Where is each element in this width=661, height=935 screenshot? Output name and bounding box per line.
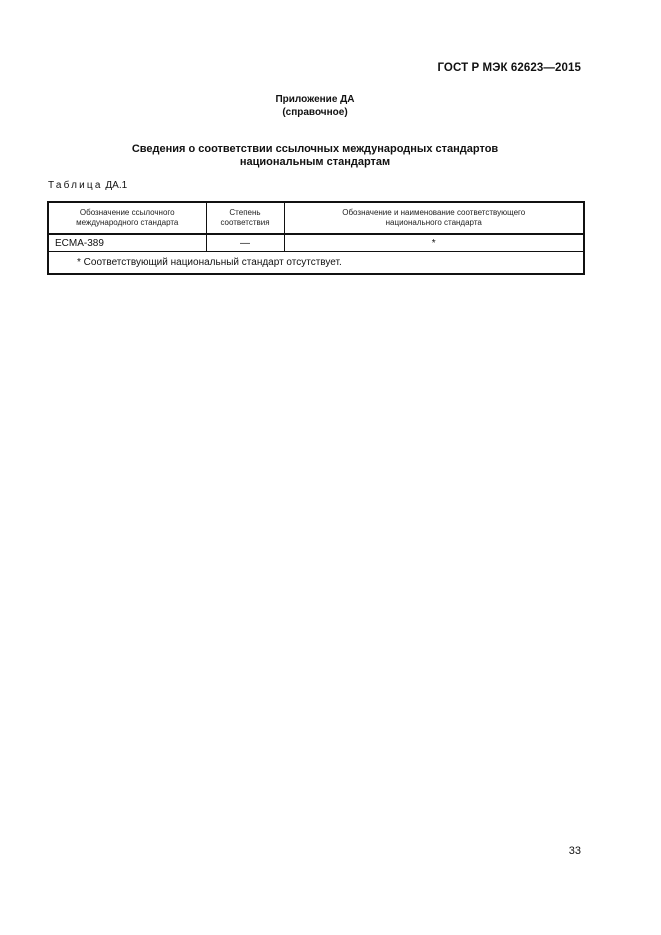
header-national-standard: Обозначение и наименование соответствующего национального стандарта: [284, 202, 584, 234]
table-caption-number: ДА.1: [105, 180, 128, 191]
header-international-standard: Обозначение ссылочного международного стандарта: [48, 202, 206, 234]
table-caption-word: Таблица: [48, 180, 103, 191]
annex-subtitle: (справочное): [282, 107, 348, 118]
section-title-line-1: Сведения о соответствии ссылочных международных стандартов: [131, 143, 499, 155]
table-footnote-row: [48, 252, 584, 275]
section-title-line-2: национальным стандартам: [239, 156, 391, 168]
correspondence-table: [47, 201, 585, 275]
cell-international-standard: ECMA-389: [48, 234, 206, 252]
header-degree-of-correspondence: Степень соответствия: [206, 202, 284, 234]
table-caption: [48, 180, 127, 191]
annex-title: Приложение ДА: [275, 94, 355, 105]
cell-degree: —: [206, 234, 284, 252]
table-footnote: * Соответствующий национальный стандарт отсутствует.: [48, 252, 584, 275]
table-row: [48, 234, 584, 252]
table-header-row: [48, 202, 584, 234]
annex-heading: [0, 93, 630, 119]
section-title: [0, 143, 630, 169]
document-code: ГОСТ Р МЭК 62623—2015: [437, 62, 581, 74]
page-number: 33: [568, 845, 581, 857]
cell-national-standard: *: [284, 234, 584, 252]
